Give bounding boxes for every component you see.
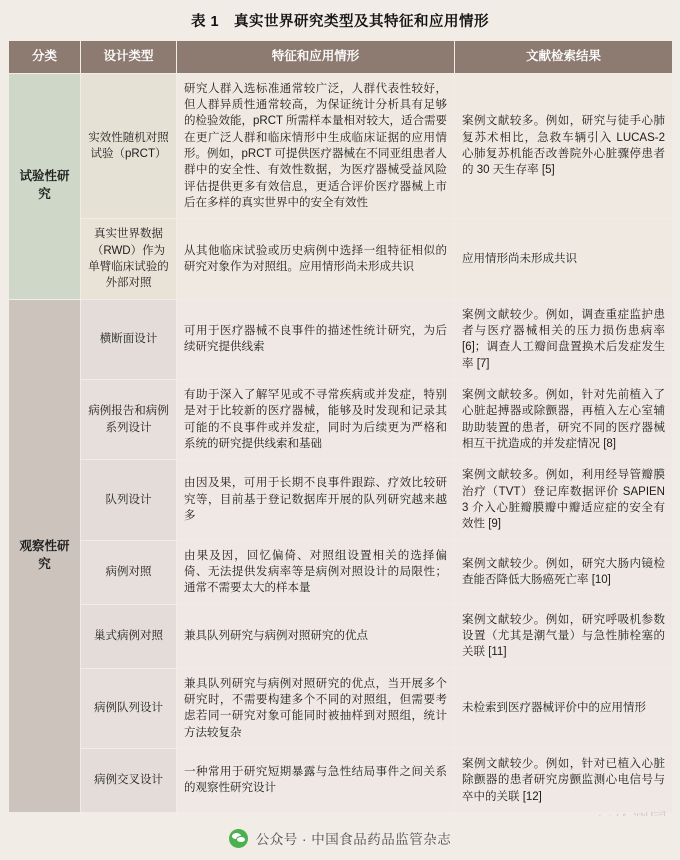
literature-cell: 应用情形尚未形成共识 — [455, 219, 673, 299]
design-type-cell: 真实世界数据（RWD）作为单臂临床试验的外部对照 — [81, 219, 177, 299]
table-header-row — [9, 41, 673, 74]
design-type-cell: 巢式病例对照 — [81, 604, 177, 668]
feature-cell: 由因及果，可用于长期不良事件跟踪、疗效比较研究等，目前基于登记数据库开展的队列研究越来越多 — [177, 460, 455, 540]
table-row — [9, 748, 673, 812]
feature-cell: 从其他临床试验或历史病例中选择一组特征相似的研究对象作为对照组。应用情形尚未形成共识 — [177, 219, 455, 299]
table-row — [9, 219, 673, 299]
table-row — [9, 73, 673, 219]
design-type-cell: 队列设计 — [81, 460, 177, 540]
column-header-literature: 文献检索结果 — [455, 41, 673, 74]
feature-cell: 有助于深入了解罕见或不寻常疾病或并发症，特别是对于比较新的医疗器械，能够及时发现和记录其可能的不良事件或并发症，同时为后续更为严格和系统的研究提供线索和基础 — [177, 380, 455, 460]
feature-cell: 兼具队列研究与病例对照研究的优点 — [177, 604, 455, 668]
literature-cell: 案例文献较少。例如，研究呼吸机参数设置（尤其是潮气量）与急性肺栓塞的关联 [11] — [455, 604, 673, 668]
design-type-cell: 病例交叉设计 — [81, 748, 177, 812]
footer-bar — [0, 816, 680, 860]
literature-cell: 案例文献较少。例如，针对已植入心脏除颤器的患者研究房颤监测心电信号与卒中的关联 [12] — [455, 748, 673, 812]
category-cell-experimental: 试验性研究 — [9, 73, 81, 299]
literature-cell: 案例文献较多。例如，针对先前植入了心脏起搏器或除颤器，再植入左心室辅助助装置的患者，研究不同的医疗器械相互干扰造成的并发症情况 [8] — [455, 380, 673, 460]
literature-cell: 案例文献较多。例如，利用经导管瓣膜治疗（TVT）登记库数据评价 SAPIEN 3 介入心脏瓣膜瓣中瓣适应症的安全有效性 [9] — [455, 460, 673, 540]
column-header-category: 分类 — [9, 41, 81, 74]
design-type-cell: 病例对照 — [81, 540, 177, 604]
literature-cell: 案例文献较少。例如，调查重症监护患者与医疗器械相关的压力损伤患病率 [6]；调查人工瓣间盘置换术后发症发生率 [7] — [455, 299, 673, 379]
column-header-design-type: 设计类型 — [81, 41, 177, 74]
category-cell-observational: 观察性研究 — [9, 299, 81, 812]
table-row — [9, 460, 673, 540]
design-type-cell: 横断面设计 — [81, 299, 177, 379]
feature-cell: 兼具队列研究与病例对照研究的优点，当开展多个研究时，不需要构建多个不同的对照组，但需要考虑若同一研究对象可能同时被抽样到对照组，统计方法较复杂 — [177, 668, 455, 748]
design-type-cell: 实效性随机对照试验（pRCT） — [81, 73, 177, 219]
table-row — [9, 668, 673, 748]
feature-cell: 一种常用于研究短期暴露与急性结局事件之间关系的观察性研究设计 — [177, 748, 455, 812]
literature-cell: 案例文献较多。例如，研究与徒手心肺复苏术相比，急救车辆引入 LUCAS-2 心肺复苏机能否改善院外心脏骤停患者的 30 天生存率 [5] — [455, 73, 673, 219]
research-types-table — [8, 40, 673, 813]
feature-cell: 研究人群入选标准通常较广泛，人群代表性较好，但人群异质性通常较高，为保证统计分析具有足够的检验效能，pRCT 所需样本量相对较大，适合需要在更广泛人群和临床情形中生成临床证据的应用情形。例如，pRCT 可提供医疗器械在不同亚组患者人群中的安全性、有效性数据，为医疗器械受益风险评估提供更多有效信息，更适合评价医疗器械上市后在多样的真实世界中的安全有效性 — [177, 73, 455, 219]
column-header-features: 特征和应用情形 — [177, 41, 455, 74]
table-row — [9, 380, 673, 460]
literature-cell: 未检索到医疗器械评价中的应用情形 — [455, 668, 673, 748]
wechat-icon — [229, 829, 248, 848]
footer-label: 公众号 · 中国食品药品监管杂志 — [255, 832, 452, 847]
table-row — [9, 604, 673, 668]
design-type-cell: 病例队列设计 — [81, 668, 177, 748]
feature-cell: 可用于医疗器械不良事件的描述性统计研究，为后续研究提供线索 — [177, 299, 455, 379]
table-row — [9, 540, 673, 604]
table-row — [9, 299, 673, 379]
page-title: 表 1 真实世界研究类型及其特征和应用情形 — [190, 14, 490, 30]
literature-cell: 案例文献较少。例如，研究大肠内镜检查能否降低大肠癌死亡率 [10] — [455, 540, 673, 604]
design-type-cell: 病例报告和病例系列设计 — [81, 380, 177, 460]
feature-cell: 由果及因，回忆偏倚、对照组设置相关的选择偏倚、无法提供发病率等是病例对照设计的局限性；通常不需要太大的样本量 — [177, 540, 455, 604]
